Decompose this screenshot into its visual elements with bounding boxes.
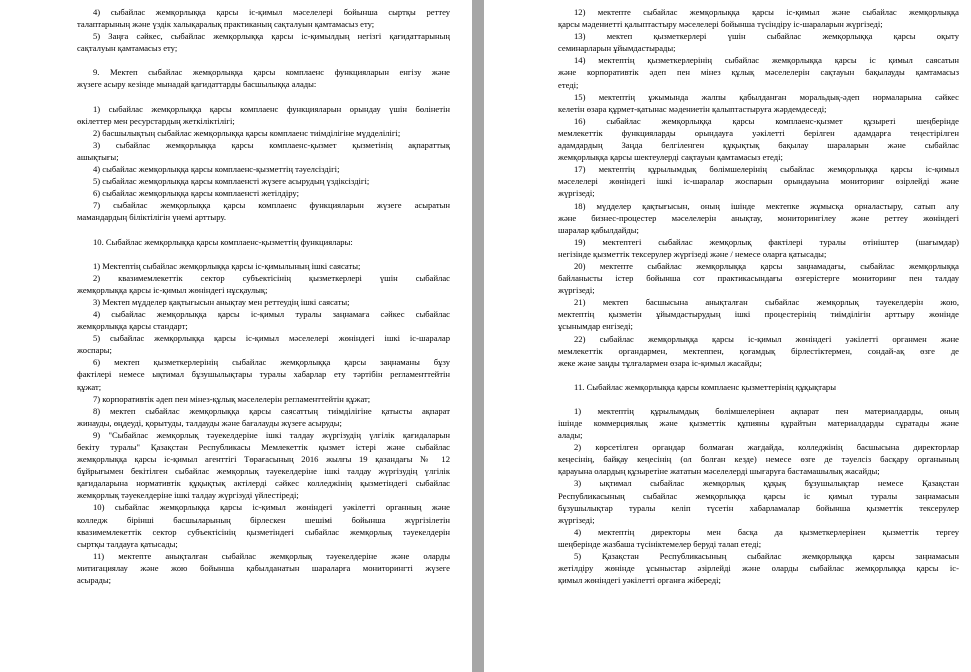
text-line: 16) сыбайлас жемқорлыққа қарсы комплаенс-қызмет құзыреті шеңберінде xyxy=(574,115,959,126)
text-line: және корпоративтік әдеп пен мінез құлық мәселелерін сақтауын бақылауды қамтамасыз xyxy=(558,67,959,78)
text-line: 9. Мектеп сыбайлас жемқорлыққа қарсы комплаенс функцияларын енгізу және xyxy=(93,67,450,78)
text-line: өкілеттер мен ресурстардың жеткіліктілігі; xyxy=(77,115,235,126)
paragraph xyxy=(558,91,959,115)
text-line: 3) Мектеп мүдделер қақтығысын анықтау мен реттеудің ішкі саясаты; xyxy=(93,296,350,307)
text-line: 1) сыбайлас жемқорлыққа қарсы комплаенс функцияларын орындау үшін бөлінетін xyxy=(93,103,450,114)
text-line: бұйрығымен бекітілген сыбайлас жемқорлық тәуекелдеріне ішкі талдау жүргізудің үлгілік xyxy=(77,466,450,477)
text-line: 21) мектеп басшысына анықталған сыбайлас жемқорлық тәуекелдерін жою, xyxy=(574,297,959,308)
text-line: ашықтығы; xyxy=(77,151,119,162)
text-line: қағидаларына нормативтік құқықтық актілерді сәйкес колледжінің қызметіндегі сыбайлас xyxy=(77,478,450,489)
paragraph xyxy=(558,163,959,199)
text-line: ұсынымдар енгізеді; xyxy=(558,321,633,332)
text-line: мемлекеттік функцияларды орындауға уәкілетті берілген адамдарға теңестірілген xyxy=(558,127,959,138)
paragraph xyxy=(558,550,959,586)
paragraph xyxy=(558,236,959,260)
paragraph xyxy=(558,405,959,441)
text-line: 22) сыбайлас жемқорлыққа қарсы іс-қимыл жөніндегі уәкілетті органмен және xyxy=(574,333,959,344)
text-line: 9) "Сыбайлас жемқорлық тәуекелдеріне ішкі талдау жүргізудің үлгілік қағидаларын xyxy=(93,429,450,440)
paragraph xyxy=(558,441,959,477)
text-line: 19) мектептегі сыбайлас жемқорлық фактілері туралы өтініштер (шағымдар) xyxy=(574,236,959,247)
paragraph xyxy=(558,6,959,30)
paragraph xyxy=(558,54,959,90)
text-line: мамандардың біліктілігін үнемі арттыру. xyxy=(77,212,226,223)
paragraph xyxy=(77,127,450,139)
paragraph xyxy=(77,429,450,502)
paragraph xyxy=(77,187,450,199)
paragraph xyxy=(558,526,959,550)
text-line: жүргізеді; xyxy=(558,188,595,199)
text-line: жүргізеді; xyxy=(558,514,595,525)
text-line: семинарларын ұйымдастырады; xyxy=(558,43,676,54)
text-line: 7) сыбайлас жемқорлыққа қарсы комплаенс функцияларын жүзеге асыратын xyxy=(93,200,450,211)
text-line: 2) квазимемлекеттік сектор субъектісінің қызметкерлері үшін сыбайлас xyxy=(93,272,450,283)
paragraph xyxy=(77,550,450,586)
text-line: жеке және заңды тұлғалармен өзара іс-қимыл жасайды; xyxy=(558,357,762,368)
paragraph-spacer xyxy=(77,224,450,236)
text-line: 11) мектепте анықталған сыбайлас жемқорлық тәуекелдеріне және оларды xyxy=(93,550,450,561)
text-line: жемқорлыққа қарсы стандарт; xyxy=(77,321,188,332)
document-page-right xyxy=(484,0,971,672)
text-line: Республикасының сыбайлас жемқорлыққа қарсы іс қимыл туралы заңнамасын xyxy=(558,490,959,501)
text-line: 2) көрсетілген органдар болмаған жағдайда, колледжінің басшысына директорлар xyxy=(574,442,959,453)
paragraph xyxy=(77,139,450,163)
text-line: қимыл жөніндегі уәкілетті органға жібереді; xyxy=(558,575,721,586)
text-line: жемқорлыққа қарсы іс-қимыл жөніндегі нұсқаулық; xyxy=(77,284,268,295)
text-line: 5) сыбайлас жемқорлыққа қарсы комплаенсті жүзеге асырудың үздіксіздігі; xyxy=(93,176,370,187)
paragraph xyxy=(77,405,450,429)
text-line: жетілдіру жөнінде ұсыныстар әзірлейді және оларды сыбайлас жемқорлыққа қарсы іс- xyxy=(558,563,959,574)
paragraph xyxy=(77,30,450,54)
text-line: талаптарының және үздік халықаралық практиканың сақталуын қамтамасыз ету; xyxy=(77,19,375,30)
text-line: 4) сыбайлас жемқорлыққа қарсы іс-қимыл туралы заңнамаға сәйкес сыбайлас xyxy=(93,308,450,319)
paragraph xyxy=(77,501,450,549)
text-line: 14) мектептің қызметкерлерінің сыбайлас жемқорлыққа қарсы іс қимыл саясатын xyxy=(574,55,959,66)
text-line: жүзеге асыру кезінде мынадай қағидаттарды басшылыққа алады: xyxy=(77,79,317,90)
text-line: 6) мектеп қызметкерлерінің сыбайлас жемқорлыққа қарсы заңнаманы бұзу xyxy=(93,357,450,368)
text-line: сақталуын қамтамасыз ету; xyxy=(77,43,178,54)
text-line: мәселелері жөніндегі ішкі іс-шаралар жоспарын орындауына мониторинг өзірлейді және xyxy=(558,176,959,187)
text-line: алады; xyxy=(558,430,583,441)
text-line: қарсы мәдениетті қалыптастыру мәселелері бойынша түсіндіру іс-шараларын жүргізеді; xyxy=(558,19,883,30)
text-line: 7) корпоративтік әдеп пен мінез-құлық мәселелерін регламенттейтін құжат; xyxy=(93,393,371,404)
text-line: жоспары; xyxy=(77,345,112,356)
text-line: сыртқы талдауға қатысады; xyxy=(77,538,178,549)
paragraph xyxy=(558,200,959,236)
text-line: жинауды, өңдеуді, қорытуды, талдауды және бағалауды жүзеге асыруды; xyxy=(77,417,342,428)
text-line: 3) ықтимал сыбайлас жемқорлық құқық бұзушылықтар немесе Қазақстан xyxy=(574,478,959,489)
section-heading: 11. Сыбайлас жемқорлыққа қарсы комплаенс қызметтерінің құқықтары xyxy=(574,381,837,392)
text-line: асырады; xyxy=(77,575,112,586)
paragraph xyxy=(77,296,450,308)
text-line: құжат; xyxy=(77,381,102,392)
paragraph xyxy=(558,333,959,369)
paragraph xyxy=(77,272,450,296)
paragraph xyxy=(558,477,959,525)
text-line: 4) сыбайлас жемқорлыққа қарсы комплаенс-қызметтің тәуелсіздігі; xyxy=(93,164,340,175)
paragraph-spacer xyxy=(77,54,450,66)
paragraph xyxy=(77,175,450,187)
text-line: ішінде коммерциялық және қызметтік құпияны құрайтын материалдарды сұратады және xyxy=(558,418,959,428)
text-line: 4) мектептің директоры мен басқа да қызметкерлерінен қызметтік тергеу xyxy=(574,526,959,537)
text-line: кеңесінің, байқау кеңесінің (ол болған кезде) немесе өзге де тәуелсіз басқару органының xyxy=(558,454,959,465)
paragraph xyxy=(558,30,959,54)
text-line: 4) сыбайлас жемқорлыққа қарсы іс-қимыл мәселелері бойынша сыртқы реттеу xyxy=(93,7,450,17)
text-line: байланысты істер бойынша сот практикасындағы өзгерістерге мониторинг пен талдау xyxy=(558,273,959,284)
paragraph xyxy=(558,115,959,163)
text-line: негізінде қызметтік тексерулер жүргізеді және / немесе оларға қатысады; xyxy=(558,248,827,259)
text-line: жемқорлық тәуекелдеріне ішкі талдау жүргізуді үйлестіреді; xyxy=(77,490,299,501)
text-line: келетін өзара құрмет-қатынас мәдениетін қалыптастыруға жәрдемдеседі; xyxy=(558,103,827,114)
text-line: шеңберінде жазбаша түсініктемелер беруді талап етеді; xyxy=(558,538,762,549)
text-line: 2) басшылықтың сыбайлас жемқорлыққа қарсы комплаенс тиімділігіне мүдделілігі; xyxy=(93,127,401,138)
text-line: 5) Заңға сәйкес, сыбайлас жемқорлыққа қарсы іс-қимылдың негізгі қағидаттарының xyxy=(93,31,450,42)
paragraph xyxy=(77,308,450,332)
text-line: 1) мектептің құрылымдық бөлімшелерінен ақпарат пен материалдарды, оның xyxy=(574,405,959,416)
text-line: 8) мектеп сыбайлас жемқорлыққа қарсы саясаттың тиімділігіне қатысты ақпарат xyxy=(93,405,450,416)
text-line: 15) мектептің ұжымында жалпы қабылданған моральдық-әдеп нормаларына сәйкес xyxy=(574,91,959,102)
text-line: 10) сыбайлас жемқорлыққа қарсы іс-қимыл жөніндегі уәкілетті органның және xyxy=(93,502,450,513)
paragraph xyxy=(77,356,450,392)
text-line: бұзушылықтар туралы келіп түсетін хабарламалар бойынша қызметтік тексерулер xyxy=(558,502,959,513)
paragraph-spacer xyxy=(77,248,450,260)
paragraph xyxy=(77,393,450,405)
paragraph-spacer xyxy=(77,91,450,103)
text-line: 12) мектепте сыбайлас жемқорлыққа қарсы іс-қимыл және сыбайлас жемқорлыққа xyxy=(574,7,959,17)
text-line: және бизнес-процестер мәселелерін анықтау, мониторингілеу және реттеу жөніндегі xyxy=(558,212,959,223)
text-line: 6) сыбайлас жемқорлыққа қарсы комплаенсті жетілдіру; xyxy=(93,188,299,199)
paragraph-spacer xyxy=(558,369,959,381)
text-line: мемлекеттік органдармен, мектеппен, қоғамдық бірлестіктермен, сондай-ақ өзге де xyxy=(558,345,959,356)
paragraph xyxy=(77,103,450,127)
text-line: квазимемлекеттік сектор субъектісінің қызметіндегі сыбайлас жемқорлық тәуекелдерін xyxy=(77,526,450,537)
section-heading: 10. Сыбайлас жемқорлыққа қарсы комплаенс-қызметтің функциялары: xyxy=(93,236,353,247)
paragraph xyxy=(77,260,450,272)
text-line: жемқорлыққа қарсы шектеулерді сақтауын қамтамасыз етеді; xyxy=(558,152,783,163)
text-line: етеді; xyxy=(558,79,579,90)
paragraph xyxy=(77,163,450,175)
text-line: колледж бірінші басшыларының бірлескен шешімі бойынша жүргізілетін xyxy=(77,514,450,525)
text-line: адамдардың Заңда белгіленген құқықтық бақылау шараларын және сыбайлас xyxy=(558,140,959,151)
text-line: фактілері немесе ықтимал бұзушылықтары туралы хабарлар ету тәртібін регламенттейтін xyxy=(77,369,450,380)
text-line: митигациялау және жою бойынша қабылданатын шараларға мониторингті жүзеге xyxy=(77,562,450,573)
text-line: 17) мектептің құрылымдық бөлімшелерінің сыбайлас жемқорлыққа қарсы іс-қимыл xyxy=(574,164,959,175)
paragraph xyxy=(558,260,959,296)
text-line: жемқорлыққа қарсы іс-қимыл агенттігі Төрағасының 2016 жылғы 19 қазандағы № 12 xyxy=(77,454,450,465)
text-line: мектептің қызметін ұйымдастырудың ішкі процестерінің тиімділігін арттыру жөнінде xyxy=(558,309,959,320)
paragraph xyxy=(77,66,450,90)
text-line: 20) мектепте сыбайлас жемқорлыққа қарсы заңнамадағы, сыбайлас жемқорлыққа xyxy=(574,260,959,271)
text-line: шаралар қабылдайды; xyxy=(558,224,639,235)
text-line: қарауына олардың құзыретіне жататын мәселелерді шығаруға бастамашылық жасайды; xyxy=(558,466,880,477)
document-page-left xyxy=(0,0,472,672)
text-line: бекіту туралы" Қазақстан Республикасы Мемлекеттік қызмет істері және сыбайлас xyxy=(77,442,450,452)
text-line: 5) сыбайлас жемқорлыққа қарсы іс-қимыл мәселелері жөніндегі ішкі іс-шаралар xyxy=(93,333,450,344)
paragraph xyxy=(77,199,450,223)
text-line: 18) мүдделер қақтығысын, оның ішінде мектепке жұмысқа орналастыру, сатып алу xyxy=(574,200,959,211)
text-line: 1) Мектептің сыбайлас жемқорлыққа қарсы іс-қимылының ішкі саясаты; xyxy=(93,260,361,271)
text-line: 13) мектеп қызметкерлері үшін сыбайлас жемқорлыққа қарсы оқыту xyxy=(574,31,959,42)
text-line: 5) Қазақстан Республикасының сыбайлас жемқорлыққа қарсы заңнамасын xyxy=(574,551,959,562)
paragraph xyxy=(77,332,450,356)
paragraph xyxy=(77,6,450,30)
text-line: 3) сыбайлас жемқорлыққа қарсы комплаенс-қызмет қызметінің ақпараттық xyxy=(93,139,450,150)
text-line: жүргізеді; xyxy=(558,285,595,296)
paragraph-spacer xyxy=(558,393,959,405)
paragraph xyxy=(558,296,959,332)
